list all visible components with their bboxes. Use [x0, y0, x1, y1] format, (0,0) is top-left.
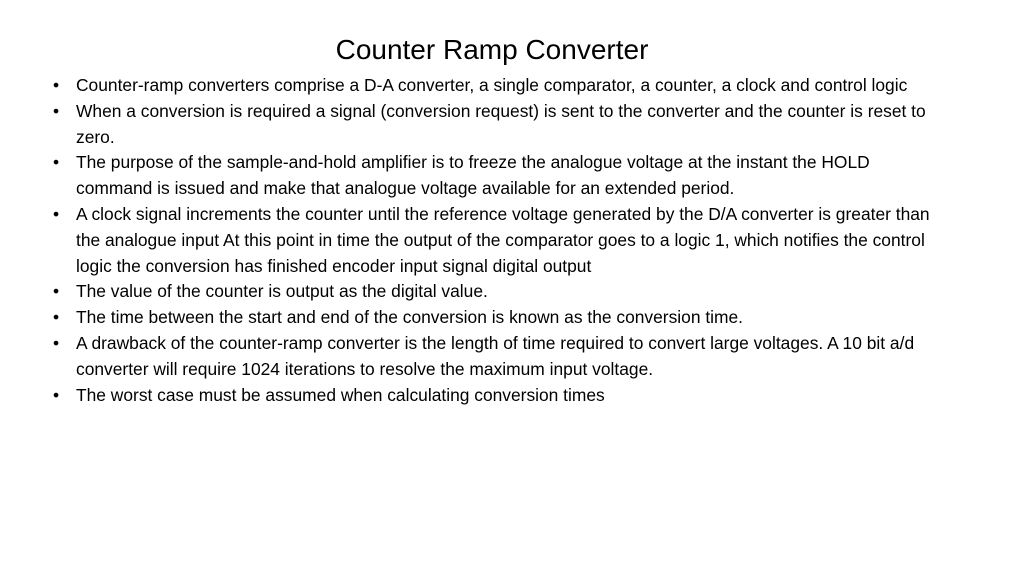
- bullet-dot-icon: •: [53, 332, 60, 353]
- bullet-text: The worst case must be assumed when calculating conversion times: [76, 384, 605, 405]
- bullet-dot-icon: •: [53, 384, 60, 405]
- bullet-item: [50, 202, 950, 279]
- bullet-text: A drawback of the counter-ramp converter is the length of time required to convert large voltages. A 10 bit a/d converter will require 1024 iterations to resolve the maximum input voltage.: [76, 332, 915, 379]
- bullet-item: [50, 383, 950, 409]
- bullet-dot-icon: •: [53, 281, 60, 302]
- bullet-text: When a conversion is required a signal (conversion request) is sent to the converter and the counter is reset to zero.: [76, 100, 926, 147]
- bullet-text: The time between the start and end of the conversion is known as the conversion time.: [76, 307, 744, 328]
- bullet-text: The value of the counter is output as the digital value.: [76, 281, 488, 302]
- bullet-item: [50, 279, 950, 305]
- bullet-dot-icon: •: [53, 307, 60, 328]
- bullet-text: The purpose of the sample-and-hold amplifier is to freeze the analogue voltage at the instant the HOLD command is issued and make that analogue voltage available for an extended period.: [76, 152, 870, 199]
- slide-title: Counter Ramp Converter: [335, 34, 649, 65]
- bullet-item: [50, 305, 950, 331]
- bullet-item: [50, 150, 950, 202]
- bullet-dot-icon: •: [53, 203, 60, 224]
- bullet-item: [50, 73, 950, 99]
- bullet-list: [50, 73, 950, 408]
- bullet-item: [50, 331, 950, 383]
- bullet-text: Counter-ramp converters comprise a D-A converter, a single comparator, a counter, a clock and control logic: [76, 75, 908, 95]
- bullet-dot-icon: •: [53, 152, 60, 173]
- bullet-item: [50, 99, 950, 151]
- bullet-dot-icon: •: [53, 75, 60, 95]
- bullet-dot-icon: •: [53, 100, 60, 121]
- bullet-text: A clock signal increments the counter until the reference voltage generated by the D/A converter is greater than the analogue input At this point in time the output of the comparator goes to a logic 1, which notifies the control logic the conversion has finished encoder input signal digital output: [76, 203, 930, 276]
